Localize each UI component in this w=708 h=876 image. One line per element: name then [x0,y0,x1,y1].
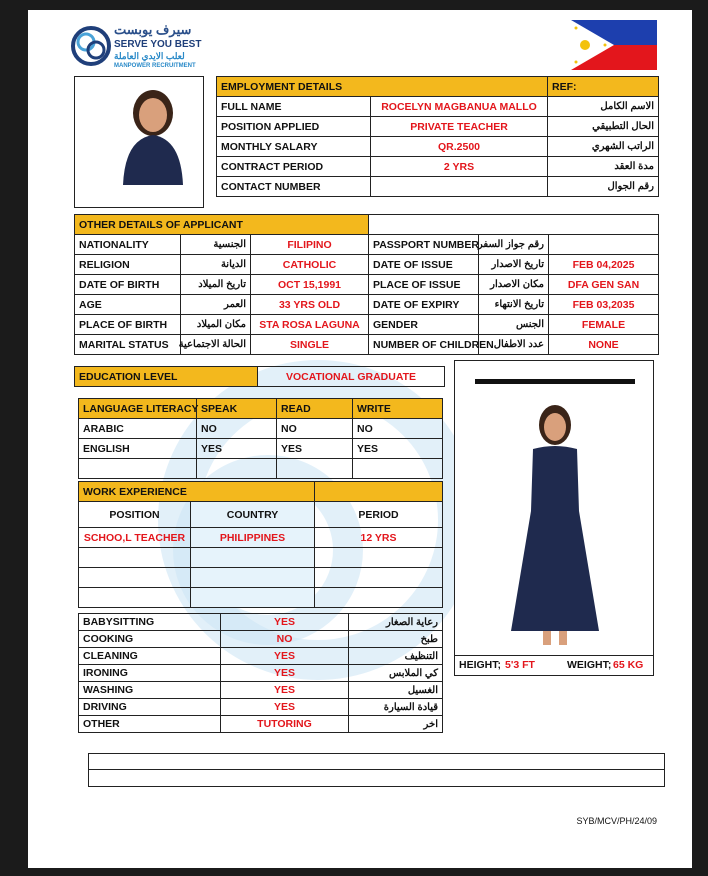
row-value: ROCELYN MAGBANUA MALLO [371,97,548,117]
language-row [79,439,443,459]
write-value: YES [353,439,443,459]
skill-name-ar: رعاية الصغار [349,614,443,631]
tagline-arabic: لعلب الايدي العاملة [114,51,185,61]
left-label-ar: الديانة [181,255,251,275]
left-label: DATE OF BIRTH [75,275,181,295]
language-name: ENGLISH [79,439,197,459]
right-label-ar: الجنس [479,315,549,335]
work-row-empty [79,548,443,568]
other-details-title: OTHER DETAILS OF APPLICANT [75,215,369,235]
language-row-empty [79,459,443,479]
speak-value: NO [197,419,277,439]
right-value: FEB 03,2035 [549,295,659,315]
skill-value: YES [221,682,349,699]
skill-name: WASHING [79,682,221,699]
skill-row [79,716,443,733]
left-label-ar: العمر [181,295,251,315]
skill-row [79,631,443,648]
skill-value: YES [221,614,349,631]
education-label: EDUCATION LEVEL [75,367,258,387]
skill-name-ar: اخر [349,716,443,733]
logo-emblem-icon [70,24,112,68]
portrait-photo [74,76,204,208]
left-label-ar: الجنسية [181,235,251,255]
skill-name: DRIVING [79,699,221,716]
left-value: OCT 15,1991 [251,275,369,295]
skill-name: CLEANING [79,648,221,665]
employment-row [217,177,659,197]
other-details-row [75,295,659,315]
education-table [74,366,445,387]
right-label-ar: رقم جواز السفر [479,235,549,255]
write-header: WRITE [353,399,443,419]
ref-label: REF: [548,77,659,97]
right-value: FEMALE [549,315,659,335]
right-value: FEB 04,2025 [549,255,659,275]
skill-value: YES [221,648,349,665]
right-label-ar: مكان الاصدار [479,275,549,295]
row-label: CONTRACT PERIOD [217,157,371,177]
height-label: HEIGHT; [459,659,501,671]
other-details-row [75,335,659,355]
employment-details-table [216,76,659,197]
tagline-english: MANPOWER RECRUITMENT [114,63,196,69]
language-row [79,419,443,439]
full-body-figure-icon [495,401,615,651]
footer-code: SYB/MCV/PH/24/09 [576,816,657,826]
read-header: READ [277,399,353,419]
other-details-row [75,235,659,255]
read-value: YES [277,439,353,459]
work-experience-blank [315,482,443,502]
skill-name-ar: التنظيف [349,648,443,665]
right-label: PASSPORT NUMBER [369,235,479,255]
language-table [78,398,443,479]
country-header: COUNTRY [191,502,315,528]
employment-row [217,97,659,117]
skill-value: TUTORING [221,716,349,733]
row-label-ar: الاسم الكامل [548,97,659,117]
brand-arabic: سيرف يوبست [114,22,192,37]
row-label: FULL NAME [217,97,371,117]
work-position: SCHOO,L TEACHER [79,528,191,548]
position-header: POSITION [79,502,191,528]
row-value [371,177,548,197]
work-row [79,528,443,548]
weight-value: 65 KG [613,659,644,671]
cv-page [28,10,692,868]
skill-row [79,682,443,699]
language-header: LANGUAGE LITERACY [79,399,197,419]
left-label: MARITAL STATUS [75,335,181,355]
skill-name-ar: طبخ [349,631,443,648]
right-label-ar: عدد الاطفال [479,335,549,355]
skill-row [79,614,443,631]
other-details-row [75,255,659,275]
other-details-table [74,214,659,355]
notes-line [89,754,664,770]
skill-name-ar: قيادة السيارة [349,699,443,716]
right-label: DATE OF ISSUE [369,255,479,275]
row-label: MONTHLY SALARY [217,137,371,157]
right-label: DATE OF EXPIRY [369,295,479,315]
work-period: 12 YRS [315,528,443,548]
right-label-ar: تاريخ الاصدار [479,255,549,275]
skill-name: COOKING [79,631,221,648]
skill-name: BABYSITTING [79,614,221,631]
row-value: PRIVATE TEACHER [371,117,548,137]
right-value: DFA GEN SAN [549,275,659,295]
portrait-figure-icon [75,77,203,207]
skill-name-ar: كي الملابس [349,665,443,682]
work-country: PHILIPPINES [191,528,315,548]
work-row-empty [79,568,443,588]
right-label: PLACE OF ISSUE [369,275,479,295]
skill-name: IRONING [79,665,221,682]
skill-name: OTHER [79,716,221,733]
left-label-ar: تاريخ الميلاد [181,275,251,295]
left-label: RELIGION [75,255,181,275]
left-label-ar: مكان الميلاد [181,315,251,335]
skill-value: NO [221,631,349,648]
notes-box [88,753,665,787]
row-label: CONTACT NUMBER [217,177,371,197]
row-label-ar: الراتب الشهري [548,137,659,157]
read-value: NO [277,419,353,439]
other-details-row [75,275,659,295]
left-label: NATIONALITY [75,235,181,255]
row-value: QR.2500 [371,137,548,157]
measurements-row [455,655,653,675]
other-details-row [75,315,659,335]
other-details-blank [369,215,659,235]
work-experience-title: WORK EXPERIENCE [79,482,315,502]
row-label-ar: رقم الجوال [548,177,659,197]
left-value: 33 YRS OLD [251,295,369,315]
skill-row [79,699,443,716]
skills-table [78,613,443,733]
row-label: POSITION APPLIED [217,117,371,137]
employment-details-title: EMPLOYMENT DETAILS [217,77,548,97]
row-label-ar: مدة العقد [548,157,659,177]
company-logo [70,22,220,72]
education-value: VOCATIONAL GRADUATE [258,367,445,387]
skill-value: YES [221,665,349,682]
weight-label: WEIGHT; [567,659,612,671]
full-body-photo [454,360,654,676]
left-value: FILIPINO [251,235,369,255]
write-value: NO [353,419,443,439]
work-row-empty [79,588,443,608]
left-value: SINGLE [251,335,369,355]
brand-english: SERVE YOU BEST [114,39,202,50]
skill-name-ar: الغسيل [349,682,443,699]
left-value: STA ROSA LAGUNA [251,315,369,335]
speak-value: YES [197,439,277,459]
photo-black-bar [475,379,635,384]
language-name: ARABIC [79,419,197,439]
left-label: PLACE OF BIRTH [75,315,181,335]
right-label-ar: تاريخ الانتهاء [479,295,549,315]
right-label: NUMBER OF CHILDREN [369,335,479,355]
employment-row [217,117,659,137]
left-value: CATHOLIC [251,255,369,275]
skill-row [79,648,443,665]
work-experience-table [78,481,443,608]
philippines-flag-icon [571,20,657,70]
speak-header: SPEAK [197,399,277,419]
left-label-ar: الحالة الاجتماعية [181,335,251,355]
employment-row [217,157,659,177]
right-label: GENDER [369,315,479,335]
employment-row [217,137,659,157]
row-label-ar: الحال التطبيقي [548,117,659,137]
right-value [549,235,659,255]
period-header: PERIOD [315,502,443,528]
skill-row [79,665,443,682]
right-value: NONE [549,335,659,355]
row-value: 2 YRS [371,157,548,177]
left-label: AGE [75,295,181,315]
height-value: 5'3 FT [505,659,535,671]
skill-value: YES [221,699,349,716]
